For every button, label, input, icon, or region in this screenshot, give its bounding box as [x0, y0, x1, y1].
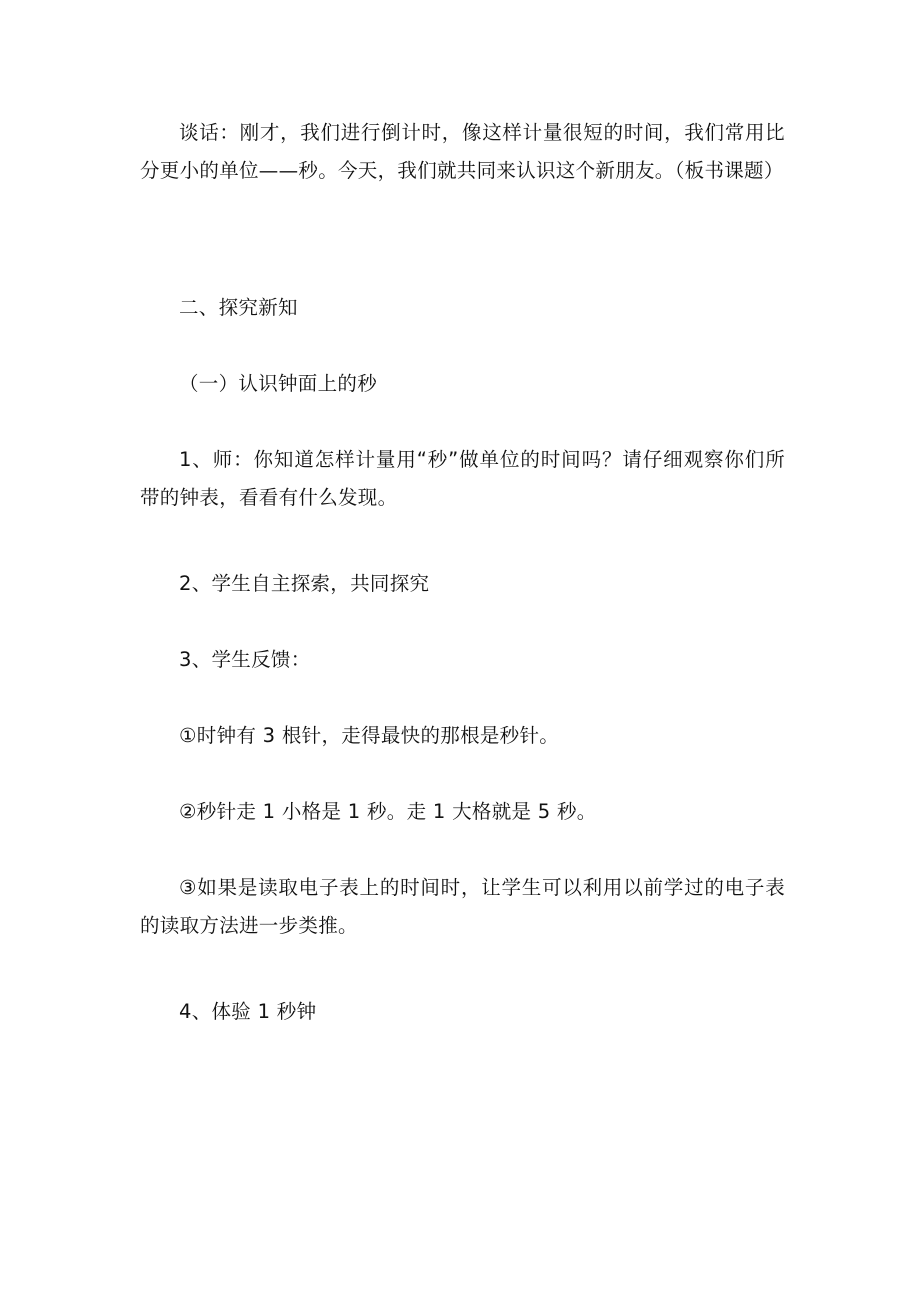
paragraph-step-4: 4、体验 1 秒钟: [179, 1000, 317, 1023]
paragraph-step-3: 3、学生反馈：: [179, 648, 311, 671]
paragraph-feedback-1: ①时钟有 3 根针，走得最快的那根是秒针。: [179, 724, 560, 747]
paragraph-feedback-3: ③如果是读取电子表上的时间时，让学生可以利用以前学过的电子表的读取方法进一步类推。: [140, 876, 785, 937]
paragraph-feedback-2: ②秒针走 1 小格是 1 秒。走 1 大格就是 5 秒。: [179, 800, 597, 823]
section-heading-explore: 二、探究新知: [179, 296, 298, 319]
paragraph-step-1: 1、师：你知道怎样计量用“秒”做单位的时间吗？请仔细观察你们所带的钟表，看看有什么发现。: [140, 448, 785, 509]
paragraph-step-2: 2、学生自主探索，共同探究: [179, 572, 430, 595]
paragraph-dialogue-intro: 谈话：刚才，我们进行倒计时，像这样计量很短的时间，我们常用比分更小的单位——秒。今天，我们就共同来认识这个新朋友。（板书课题）: [140, 121, 785, 182]
subsection-heading-clock-seconds: （一）认识钟面上的秒: [179, 372, 378, 395]
